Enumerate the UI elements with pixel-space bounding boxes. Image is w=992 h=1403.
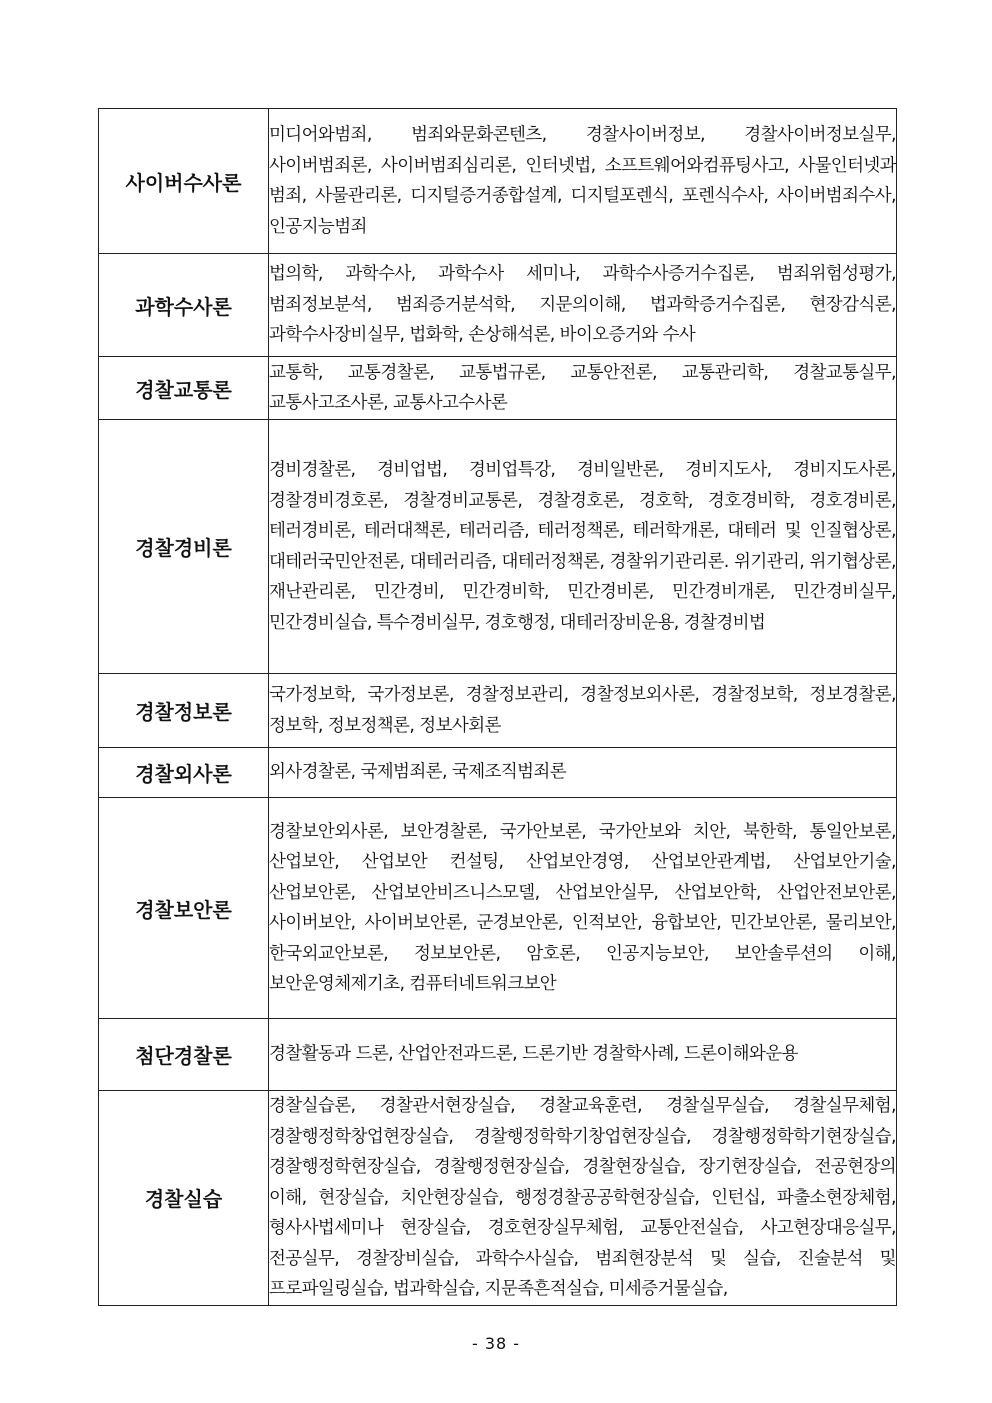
category-cell: 과학수사론 [99,254,269,357]
category-cell: 사이버수사론 [99,109,269,254]
table-row [99,420,897,674]
course-list-cell: 경찰활동과 드론, 산업안전과드론, 드론기반 경찰학사례, 드론이해와운용 [269,1019,897,1091]
course-list-cell: 경찰보안외사론, 보안경찰론, 국가안보론, 국가안보와 치안, 북한학, 통일안보론, 산업보안, 산업보안 컨설팅, 산업보안경영, 산업보안관계법, 산업보안기술, 산업보안론, 산업보안비즈니스모델, 산업보안실무, 산업보안학, 산업안전보안론, 사이버보안, 사이버보안론, 군경보안론, 인적보안, 융합보안, 민간보안론, 물리보안, 한국외교안보론, 정보보안론, 암호론, 인공지능보안, 보안솔루션의 이해, 보안운영체제기초, 컴퓨터네트워크보안 [269,798,897,1019]
course-list-cell: 법의학, 과학수사, 과학수사 세미나, 과학수사증거수집론, 범죄위험성평가, 범죄정보분석, 범죄증거분석학, 지문의이해, 법과학증거수집론, 현장감식론, 과학수사장비실무, 법화학, 손상해석론, 바이오증거와 수사 [269,254,897,357]
category-cell: 경찰보안론 [99,798,269,1019]
table-row [99,109,897,254]
table-row [99,798,897,1019]
table-row [99,674,897,748]
page-number: - 38 - [471,1334,521,1353]
course-list-cell: 미디어와범죄, 범죄와문화콘텐츠, 경찰사이버정보, 경찰사이버정보실무, 사이버범죄론, 사이버범죄심리론, 인터넷법, 소프트웨어와컴퓨팅사고, 사물인터넷과 범죄, 사물관리론, 디지털증거종합설계, 디지털포렌식, 포렌식수사, 사이버범죄수사, 인공지능범죄 [269,109,897,254]
table-row [99,357,897,420]
table-row [99,748,897,798]
category-cell: 첨단경찰론 [99,1019,269,1091]
category-cell: 경찰교통론 [99,357,269,420]
category-cell: 경찰외사론 [99,748,269,798]
course-list-cell: 외사경찰론, 국제범죄론, 국제조직범죄론 [269,748,897,798]
category-cell: 경찰정보론 [99,674,269,748]
course-list-cell: 경찰실습론, 경찰관서현장실습, 경찰교육훈련, 경찰실무실습, 경찰실무체험, 경찰행정학창업현장실습, 경찰행정학학기창업현장실습, 경찰행정학학기현장실습, 경찰행정학현장실습, 경찰행정현장실습, 경찰현장실습, 장기현장실습, 전공현장의 이해, 현장실습, 치안현장실습, 행정경찰공공학현장실습, 인턴십, 파출소현장체험, 형사사법세미나 현장실습, 경호현장실무체험, 교통안전실습, 사고현장대응실무, 전공실무, 경찰장비실습, 과학수사실습, 범죄현장분석 및 실습, 진술분석 및 프로파일링실습, 법과학실습, 지문족흔적실습, 미세증거물실습, [269,1091,897,1306]
course-list-cell: 교통학, 교통경찰론, 교통법규론, 교통안전론, 교통관리학, 경찰교통실무, 교통사고조사론, 교통사고수사론 [269,357,897,420]
course-list-cell: 국가정보학, 국가정보론, 경찰정보관리, 경찰정보외사론, 경찰정보학, 정보경찰론, 정보학, 정보정책론, 정보사회론 [269,674,897,748]
table-row [99,1019,897,1091]
course-list-cell: 경비경찰론, 경비업법, 경비업특강, 경비일반론, 경비지도사, 경비지도사론, 경찰경비경호론, 경찰경비교통론, 경찰경호론, 경호학, 경호경비학, 경호경비론, 테러경비론, 테러대책론, 테러리즘, 테러정책론, 테러학개론, 대테러 및 인질협상론, 대테러국민안전론, 대테러리즘, 대테러정책론, 경찰위기관리론. 위기관리, 위기협상론, 재난관리론, 민간경비, 민간경비학, 민간경비론, 민간경비개론, 민간경비실무, 민간경비실습, 특수경비실무, 경호행정, 대테러장비운용, 경찰경비법 [269,420,897,674]
category-cell: 경찰경비론 [99,420,269,674]
curriculum-table [98,108,897,1306]
category-cell: 경찰실습 [99,1091,269,1306]
table-row [99,1091,897,1306]
table-row [99,254,897,357]
